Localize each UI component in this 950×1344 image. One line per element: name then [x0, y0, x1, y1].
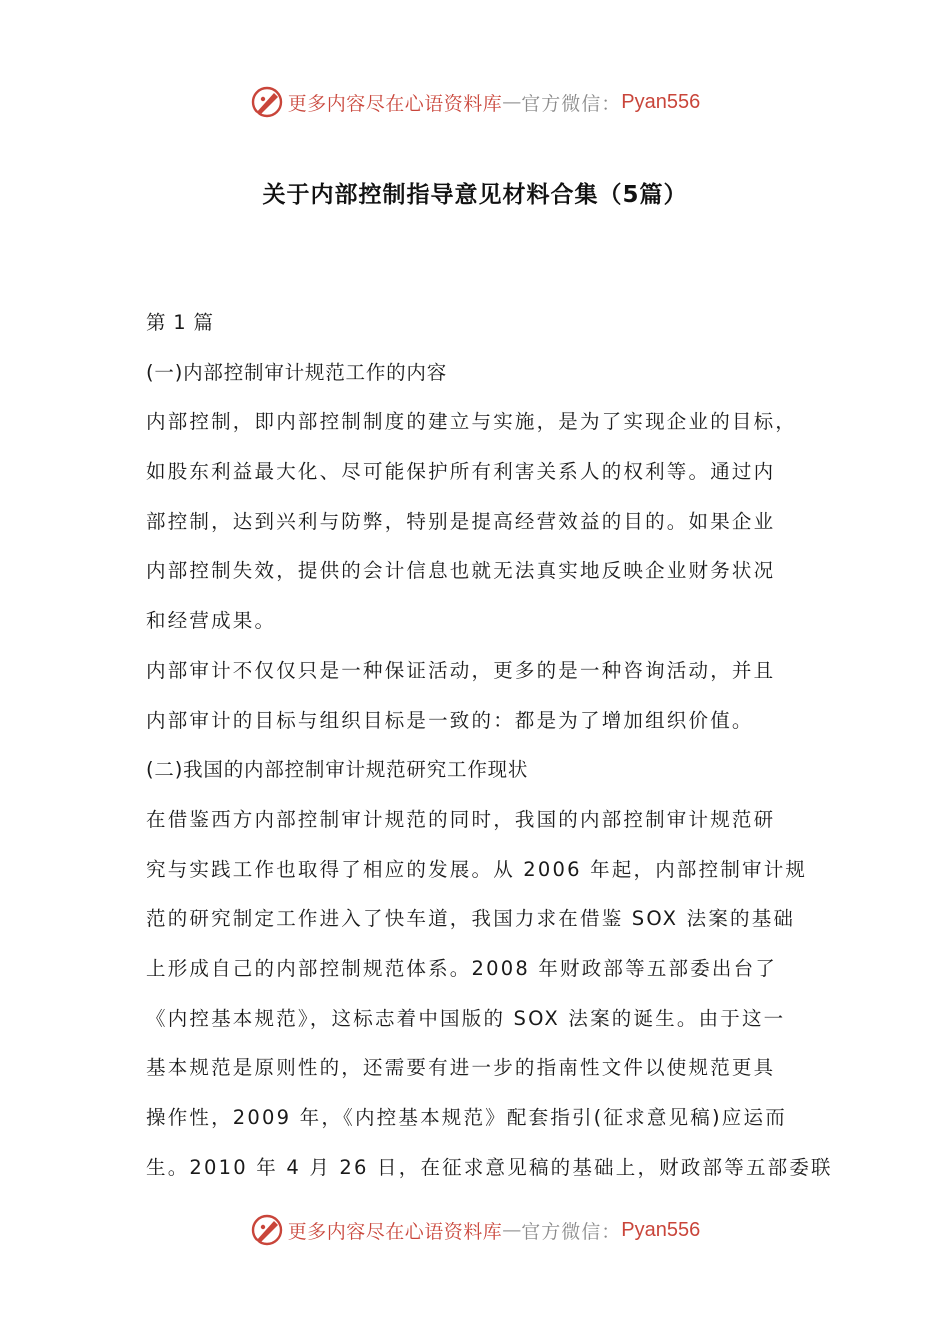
- footer-watermark-banner: [0, 1210, 950, 1250]
- paragraph-line: 部控制，达到兴利与防弊，特别是提高经营效益的目的。如果企业: [146, 509, 776, 533]
- paragraph-line: 内部审计的目标与组织目标是一致的：都是为了增加组织价值。: [146, 708, 754, 732]
- banner-separator: —: [502, 91, 522, 113]
- paragraph-line: 和经营成果。: [146, 609, 277, 633]
- subheading: (二)我国的内部控制审计规范研究工作现状: [146, 758, 529, 782]
- paragraph-line: 范的研究制定工作进入了快车道，我国力求在借鉴 SOX 法案的基础: [146, 907, 796, 931]
- banner-wechat-label: 官方微信：: [521, 1220, 622, 1243]
- document-title: 关于内部控制指导意见材料合集（5篇）: [262, 182, 688, 208]
- banner-text: 更多内容尽在心语资料库: [287, 92, 503, 115]
- paragraph-line: 上形成自己的内部控制规范体系。2008 年财政部等五部委出台了: [146, 956, 778, 980]
- banner-wechat-label: 官方微信：: [521, 92, 622, 115]
- header-watermark-banner: [0, 82, 950, 122]
- paragraph-line: 基本规范是原则性的，还需要有进一步的指南性文件以使规范更具: [146, 1056, 776, 1080]
- section-label: 第 1 篇: [146, 311, 214, 334]
- subheading: (一)内部控制审计规范工作的内容: [146, 360, 448, 384]
- document-body: [146, 298, 833, 1192]
- pen-circle-logo-icon: [250, 85, 284, 119]
- paragraph-line: 内部控制失效，提供的会计信息也就无法真实地反映企业财务状况: [146, 559, 776, 583]
- paragraph-line: 内部控制，即内部控制制度的建立与实施，是为了实现企业的目标，: [146, 410, 798, 434]
- banner-wechat-id: Pyan556: [621, 90, 701, 113]
- banner-text: 更多内容尽在心语资料库: [287, 1220, 503, 1243]
- banner-separator: —: [502, 1219, 522, 1241]
- paragraph-line: 生。2010 年 4 月 26 日，在征求意见稿的基础上，财政部等五部委联: [146, 1155, 833, 1179]
- pen-circle-logo-icon: [250, 1213, 284, 1247]
- paragraph-line: 操作性，2009 年，《内控基本规范》配套指引(征求意见稿)应运而: [146, 1106, 787, 1129]
- paragraph-line: 《内控基本规范》，这标志着中国版的 SOX 法案的诞生。由于这一: [146, 1006, 786, 1030]
- paragraph-line: 如股东利益最大化、尽可能保护所有利害关系人的权利等。通过内: [146, 460, 776, 484]
- banner-wechat-id: Pyan556: [621, 1218, 701, 1241]
- paragraph-line: 在借鉴西方内部控制审计规范的同时，我国的内部控制审计规范研: [146, 807, 776, 831]
- paragraph-line: 内部审计不仅仅只是一种保证活动，更多的是一种咨询活动，并且: [146, 658, 776, 682]
- paragraph-line: 究与实践工作也取得了相应的发展。从 2006 年起，内部控制审计规: [146, 857, 808, 881]
